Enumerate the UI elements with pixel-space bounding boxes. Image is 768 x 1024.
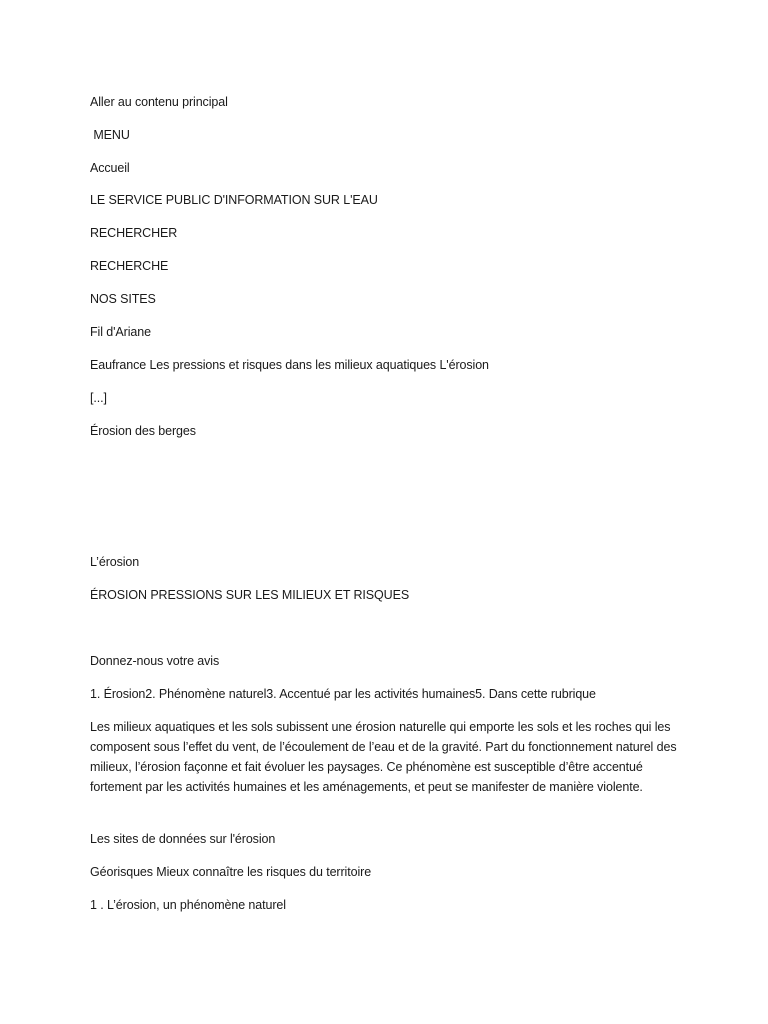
breadcrumb[interactable]: Eaufrance Les pressions et risques dans les milieux aquatiques L'érosion <box>90 358 489 372</box>
intro-paragraph: Les milieux aquatiques et les sols subissent une érosion naturelle qui emporte les sols et les roches qui les composent sous l’effet du vent, de l’écoulement de l’eau et de la gravité. Part du fonctionnement naturel des milieux, l’érosion façonne et fait évoluer les paysages. Ce phénomène est susceptible d’être accentué fortement par les activités humaines et les aménagements, et peut se manifester de manière violente. <box>90 720 677 794</box>
menu-button[interactable]: MENU <box>90 128 130 142</box>
skip-link[interactable]: Aller au contenu principal <box>90 95 228 109</box>
table-of-contents[interactable]: 1. Érosion2. Phénomène naturel3. Accentué par les activités humaines5. Dans cette rubrique <box>90 687 596 701</box>
georisques-link[interactable]: Géorisques Mieux connaître les risques du territoire <box>90 865 372 879</box>
page-title: L’érosion <box>90 555 140 569</box>
home-link[interactable]: Accueil <box>90 161 130 175</box>
section-heading: 1 . L’érosion, un phénomène naturel <box>90 898 286 912</box>
image-caption: Érosion des berges <box>90 424 196 438</box>
breadcrumb-label: Fil d'Ariane <box>90 325 151 339</box>
site-title[interactable]: LE SERVICE PUBLIC D'INFORMATION SUR L'EAU <box>90 193 378 207</box>
tag-list[interactable]: ÉROSION PRESSIONS SUR LES MILIEUX ET RISQUES <box>90 588 410 602</box>
ellipsis-text: [...] <box>90 391 107 405</box>
search-heading: RECHERCHE <box>90 259 169 273</box>
our-sites-link[interactable]: NOS SITES <box>90 292 156 306</box>
data-sites-heading: Les sites de données sur l'érosion <box>90 832 276 846</box>
search-button[interactable]: RECHERCHER <box>90 226 178 240</box>
feedback-link[interactable]: Donnez-nous votre avis <box>90 654 220 668</box>
